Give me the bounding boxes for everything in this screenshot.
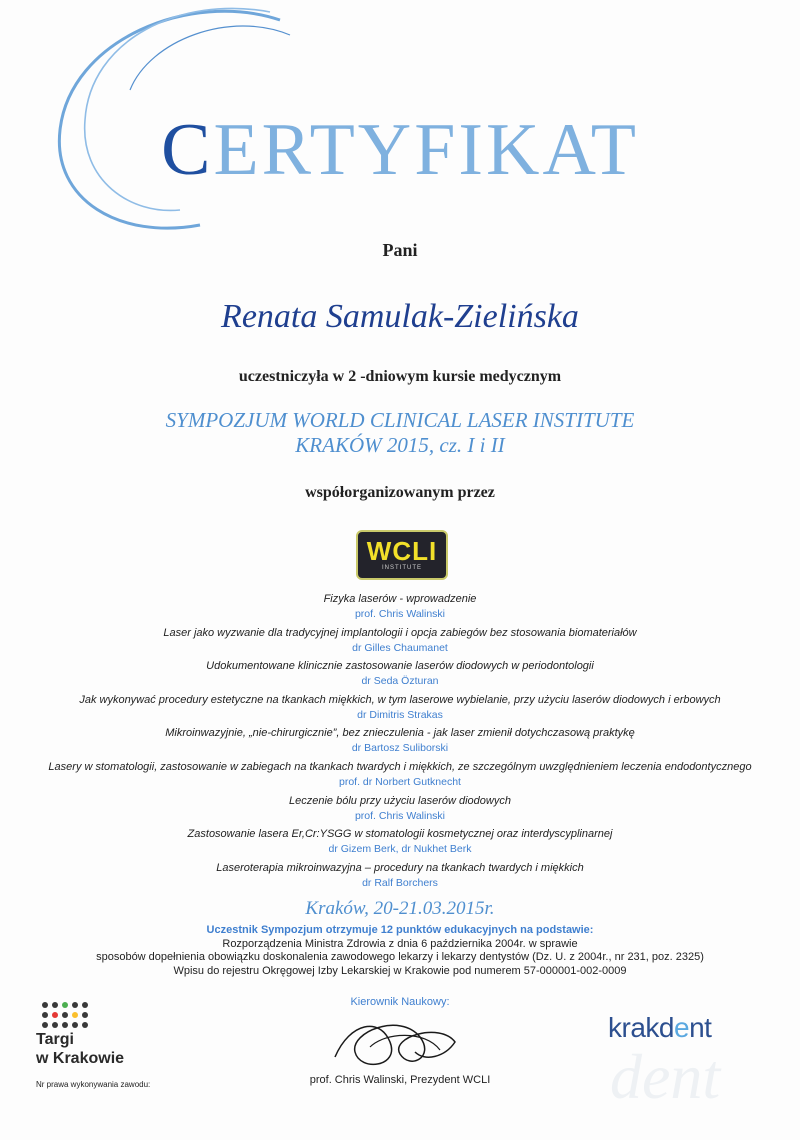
dots-grid-icon <box>40 1000 100 1030</box>
lecture-title: Laser jako wyzwanie dla tradycyjnej implantologii i opcja zabiegów bez stosowania biomateriałów <box>163 626 637 639</box>
krakdent-part-2: d <box>658 1012 674 1043</box>
lecture-title: Udokumentowane klinicznie zastosowanie laserów diodowych w periodontologii <box>206 660 594 673</box>
krakdent-watermark: dent <box>610 1041 721 1112</box>
lecture-item <box>0 592 800 626</box>
title-initial: C <box>161 109 214 191</box>
event-name <box>0 408 800 458</box>
lecture-speaker: dr Gizem Berk, dr Nukhet Berk <box>328 843 472 856</box>
lecture-item <box>0 760 800 794</box>
lecture-speaker: prof. Chris Walinski <box>354 608 446 620</box>
lecture-title: Laseroterapia mikroinwazyjna – procedury na tkankach twardych i miękkich <box>216 861 584 874</box>
lecture-speaker: dr Seda Özturan <box>361 675 439 688</box>
lecture-title: Jak wykonywać procedury estetyczne na tkankach miękkich, w tym laserowe wybielanie, przy użyciu laserów diodowych i erbowych <box>79 693 721 706</box>
krakdent-part-1: krak <box>608 1012 659 1043</box>
lecture-item <box>0 626 800 660</box>
lecture-list <box>0 592 800 894</box>
signature <box>330 1012 460 1072</box>
event-line-2: KRAKÓW 2015, cz. I i II <box>295 433 505 457</box>
krakdent-part-3: e <box>673 1012 690 1043</box>
lecture-title: Fizyka laserów - wprowadzenie <box>323 593 477 605</box>
wcli-logo-subtext: INSTITUTE <box>382 565 422 571</box>
lecture-title: Mikroinwazyjnie, „nie-chirurgicznie”, bez znieczulenia - jak laser zmienił dotychczasową praktykę <box>165 727 635 740</box>
targi-line-2: w Krakowie <box>36 1050 125 1067</box>
lecture-title: Lasery w stomatologii, zastosowanie w zabiegach na tkankach twardych i miękkich, ze szczególnym uwzględnieniem leczenia endodontycznego <box>48 760 752 773</box>
participation-text: uczestniczyła w 2 -dniowym kursie medycznym <box>238 368 562 385</box>
krakdent-part-4: nt <box>689 1012 712 1043</box>
lecture-speaker: dr Bartosz Suliborski <box>351 742 449 755</box>
krakdent-logo <box>608 1012 711 1044</box>
lecture-item <box>0 726 800 760</box>
lecture-item <box>0 659 800 693</box>
salutation: Pani <box>382 240 418 260</box>
points-line-3: sposobów dopełnienia obowiązku doskonalenia zawodowego lekarzy i lekarzy dentystów (Dz. U. z 2004r., nr 231, poz. 2325) <box>96 951 704 963</box>
event-line-1: SYMPOZJUM WORLD CLINICAL LASER INSTITUTE <box>165 408 635 432</box>
lecture-item <box>0 794 800 828</box>
lecture-speaker: prof. dr Norbert Gutknecht <box>339 775 461 788</box>
lecture-speaker: prof. Chris Walinski <box>354 809 446 822</box>
education-points <box>0 924 800 978</box>
lecture-title: Zastosowanie lasera Er,Cr:YSGG w stomatologii kosmetycznej oraz interdyscyplinarnej <box>187 828 613 841</box>
points-line-4: Wpisu do rejestru Okręgowej Izby Lekarskiej w Krakowie pod numerem 57-000001-002-0009 <box>173 964 627 977</box>
targi-w-krakowie-logo <box>36 1000 176 1090</box>
lecture-item <box>0 693 800 727</box>
recipient-name: Renata Samulak-Zielińska <box>221 298 579 335</box>
targi-brand-text <box>36 1030 124 1068</box>
wcli-logo-text: WCLI <box>366 536 438 566</box>
lecture-title: Leczenie bólu przy użyciu laserów diodowych <box>289 794 511 807</box>
certificate-title <box>0 108 800 193</box>
points-headline: Uczestnik Sympozjum otrzymuje 12 punktów edukacyjnych na podstawie: <box>206 924 594 936</box>
lecture-speaker: dr Gilles Chaumanet <box>352 641 448 654</box>
lecture-speaker: dr Dimitris Strakas <box>357 708 443 721</box>
lecture-item <box>0 861 800 895</box>
coorganized-text: współorganizowanym przez <box>305 484 495 501</box>
targi-line-1: Targi <box>36 1031 74 1048</box>
scientific-manager-label: Kierownik Naukowy: <box>350 996 450 1008</box>
lecture-speaker: dr Ralf Borchers <box>362 876 438 889</box>
wcli-logo <box>356 530 448 580</box>
title-rest: ERTYFIKAT <box>213 109 639 191</box>
license-number-label: Nr prawa wykonywania zawodu: <box>36 1080 151 1089</box>
points-line-2: Rozporządzenia Ministra Zdrowia z dnia 6 października 2004r. w sprawie <box>222 937 578 950</box>
event-date: Kraków, 20-21.03.2015r. <box>305 898 495 919</box>
signer-name: prof. Chris Walinski, Prezydent WCLI <box>309 1074 491 1086</box>
lecture-item <box>0 827 800 861</box>
